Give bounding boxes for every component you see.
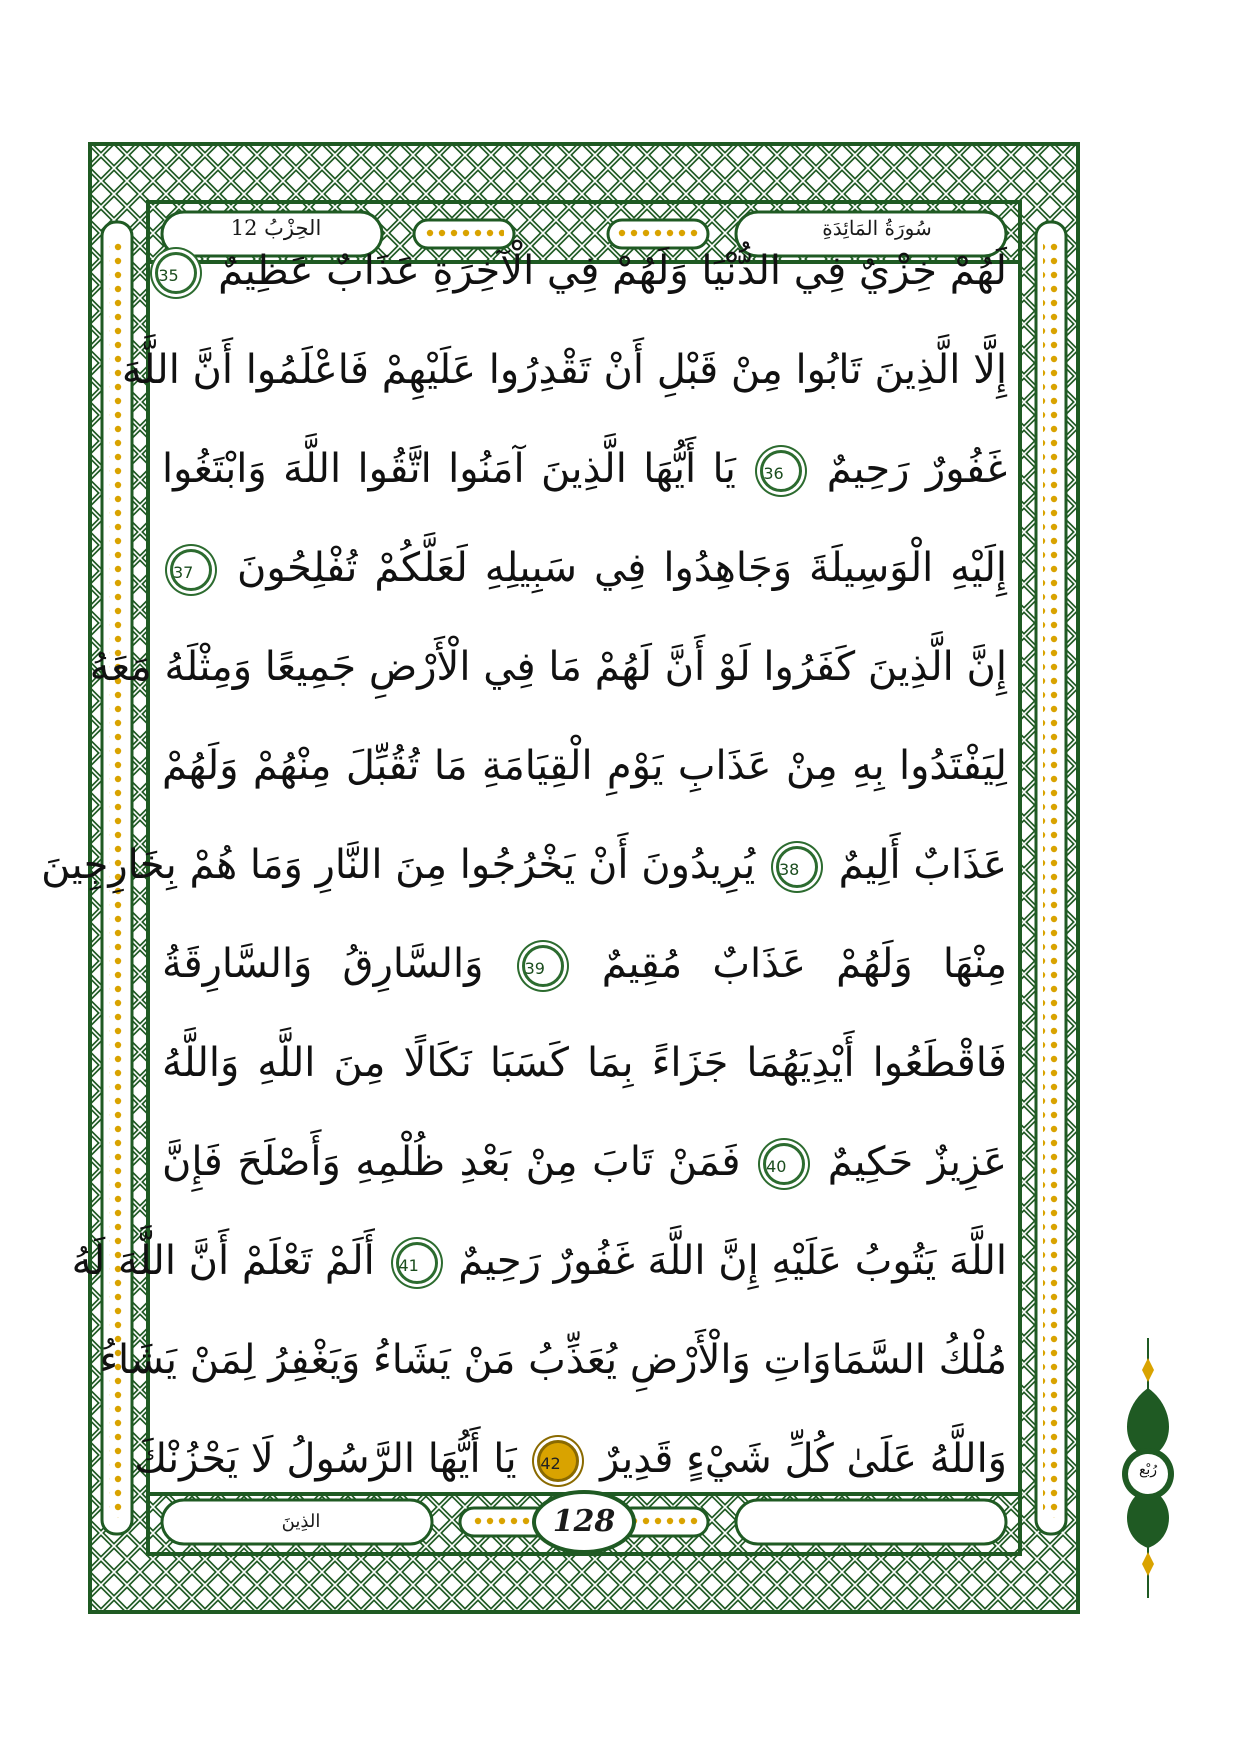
text-line — [158, 228, 1007, 314]
ayah-number-marker: 37 — [170, 549, 212, 591]
verse-text: وَالسَّارِقُ وَالسَّارِقَةُ — [162, 941, 484, 987]
rub-marker — [1118, 1338, 1178, 1598]
verse-text: لِيَفْتَدُوا بِهِ مِنْ عَذَابِ يَوْمِ الْقِيَامَةِ مَا تُقُبِّلَ مِنْهُمْ وَلَهُمْ — [162, 743, 1007, 789]
ayah-number-marker: 40 — [763, 1143, 805, 1185]
text-line — [121, 327, 1007, 413]
verse-text: اللَّهَ يَتُوبُ عَلَيْهِ إِنَّ اللَّهَ غَفُورٌ رَحِيمٌ — [458, 1238, 1007, 1284]
text-line — [134, 1416, 1007, 1502]
verse-text: فَمَنْ تَابَ مِنْ بَعْدِ ظُلْمِهِ وَأَصْلَحَ فَإِنَّ — [162, 1139, 741, 1185]
verse-text: عَذَابٌ أَلِيمٌ — [838, 842, 1007, 888]
text-line — [162, 1020, 1007, 1106]
ayah-number-marker: 35 — [155, 252, 197, 294]
text-line — [162, 723, 1007, 809]
text-line — [71, 1218, 1007, 1304]
verse-text: يُرِيدُونَ أَنْ يَخْرُجُوا مِنَ النَّارِ وَمَا هُمْ بِخَارِجِينَ — [41, 842, 756, 888]
verse-text: يَا أَيُّهَا الَّذِينَ آمَنُوا اتَّقُوا اللَّهَ وَابْتَغُوا — [162, 446, 736, 492]
ayah-number-marker: 36 — [760, 450, 802, 492]
mushaf-text-block — [41, 228, 1008, 1518]
ayah-number-marker: 38 — [776, 846, 818, 888]
verse-text: إِنَّ الَّذِينَ كَفَرُوا لَوْ أَنَّ لَهُمْ مَا فِي الْأَرْضِ جَمِيعًا وَمِثْلَهُ مَعَهُ — [89, 644, 1007, 690]
verse-text: أَلَمْ تَعْلَمْ أَنَّ اللَّهَ لَهُ — [71, 1238, 375, 1284]
rub-label: رُبْع — [1138, 1462, 1158, 1478]
verse-text: إِلَيْهِ الْوَسِيلَةَ وَجَاهِدُوا فِي سَبِيلِهِ لَعَلَّكُمْ تُفْلِحُونَ — [236, 545, 1008, 591]
verse-text: عَزِيزٌ حَكِيمٌ — [827, 1139, 1007, 1185]
ayah-number-marker: 42 — [537, 1440, 579, 1482]
text-line — [99, 1317, 1007, 1403]
text-line — [162, 1119, 1007, 1205]
text-line — [162, 921, 1007, 1007]
text-line — [89, 624, 1007, 710]
text-line — [41, 822, 1007, 908]
text-line — [162, 426, 1007, 512]
verse-text: وَاللَّهُ عَلَىٰ كُلِّ شَيْءٍ قَدِيرٌ — [600, 1436, 1007, 1482]
ayah-number-marker: 41 — [396, 1242, 438, 1284]
verse-text: مِنْهَا وَلَهُمْ عَذَابٌ مُقِيمٌ — [601, 941, 1007, 987]
verse-text: غَفُورٌ رَحِيمٌ — [826, 446, 1008, 492]
verse-text: لَهُمْ خِزْيٌ فِي الدُّنْيَا وَلَهُمْ فِي الْآخِرَةِ عَذَابٌ عَظِيمٌ — [218, 248, 1007, 294]
verse-text: يَا أَيُّهَا الرَّسُولُ لَا يَحْزُنْكَ — [134, 1436, 517, 1482]
verse-text: فَاقْطَعُوا أَيْدِيَهُمَا جَزَاءً بِمَا كَسَبَا نَكَالًا مِنَ اللَّهِ وَاللَّهُ — [162, 1040, 1007, 1086]
verse-text: مُلْكُ السَّمَاوَاتِ وَالْأَرْضِ يُعَذِّبُ مَنْ يَشَاءُ وَيَغْفِرُ لِمَنْ يَشَاءُ — [99, 1337, 1007, 1383]
verse-text: إِلَّا الَّذِينَ تَابُوا مِنْ قَبْلِ أَنْ تَقْدِرُوا عَلَيْهِمْ فَاعْلَمُوا أَنَّ اللَّهَ — [121, 347, 1007, 393]
text-line — [162, 525, 1007, 611]
ayah-number-marker: 39 — [522, 945, 564, 987]
